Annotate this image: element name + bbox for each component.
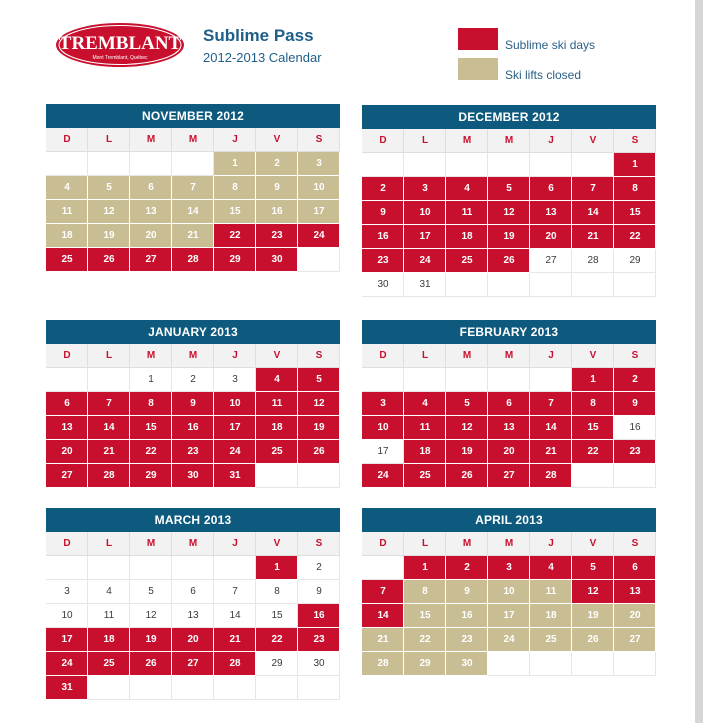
ski-day-cell: 22 <box>214 224 256 248</box>
ski-day-cell: 31 <box>214 464 256 488</box>
weekday-header: M <box>130 532 172 556</box>
ski-day-cell: 10 <box>362 416 404 440</box>
weekday-header: V <box>256 344 298 368</box>
ski-day-cell: 13 <box>488 416 530 440</box>
empty-cell <box>88 556 130 580</box>
ski-day-cell: 5 <box>488 177 530 201</box>
closed-day-cell: 9 <box>256 176 298 200</box>
closed-day-cell: 22 <box>404 628 446 652</box>
weekday-header: D <box>362 532 404 556</box>
month-grid <box>46 128 340 272</box>
empty-cell <box>488 153 530 177</box>
empty-cell <box>298 676 340 700</box>
ski-day-cell: 5 <box>298 368 340 392</box>
closed-day-cell: 28 <box>362 652 404 676</box>
closed-day-cell: 10 <box>488 580 530 604</box>
empty-cell <box>298 464 340 488</box>
closed-day-cell: 30 <box>446 652 488 676</box>
ski-day-cell: 11 <box>404 416 446 440</box>
ski-day-cell: 17 <box>404 225 446 249</box>
month-header: JANUARY 2013 <box>46 320 340 344</box>
weekday-header: M <box>488 129 530 153</box>
ski-day-cell: 9 <box>172 392 214 416</box>
ski-day-cell: 12 <box>488 201 530 225</box>
weekday-header: S <box>298 128 340 152</box>
empty-cell <box>88 368 130 392</box>
ski-day-cell: 23 <box>362 249 404 273</box>
day-cell: 30 <box>362 273 404 297</box>
empty-cell <box>530 153 572 177</box>
ski-day-cell: 4 <box>530 556 572 580</box>
empty-cell <box>46 368 88 392</box>
empty-cell <box>172 556 214 580</box>
ski-day-cell: 26 <box>88 248 130 272</box>
weekday-header: J <box>214 532 256 556</box>
closed-day-cell: 6 <box>130 176 172 200</box>
weekday-header: V <box>256 128 298 152</box>
weekday-header: L <box>404 532 446 556</box>
weekday-header: L <box>88 128 130 152</box>
month-header: FEBRUARY 2013 <box>362 320 656 344</box>
closed-day-cell: 2 <box>256 152 298 176</box>
closed-day-cell: 21 <box>172 224 214 248</box>
empty-cell <box>614 652 656 676</box>
weekday-header: M <box>130 128 172 152</box>
month-december <box>362 105 656 297</box>
weekday-header: D <box>46 128 88 152</box>
ski-day-cell: 4 <box>446 177 488 201</box>
weekday-header: M <box>488 344 530 368</box>
ski-day-cell: 24 <box>214 440 256 464</box>
ski-day-cell: 5 <box>572 556 614 580</box>
ski-day-cell: 25 <box>256 440 298 464</box>
weekday-header: J <box>530 532 572 556</box>
empty-cell <box>362 368 404 392</box>
ski-day-cell: 29 <box>214 248 256 272</box>
month-grid <box>46 344 340 488</box>
closed-day-cell: 19 <box>572 604 614 628</box>
day-cell: 3 <box>46 580 88 604</box>
ski-day-cell: 6 <box>530 177 572 201</box>
empty-cell <box>404 368 446 392</box>
closed-day-cell: 7 <box>172 176 214 200</box>
weekday-header: M <box>488 532 530 556</box>
day-cell: 15 <box>256 604 298 628</box>
empty-cell <box>172 152 214 176</box>
closed-day-cell: 1 <box>214 152 256 176</box>
ski-day-cell: 24 <box>298 224 340 248</box>
weekday-header: V <box>572 129 614 153</box>
ski-day-cell: 14 <box>88 416 130 440</box>
ski-day-cell: 30 <box>256 248 298 272</box>
ski-day-cell: 18 <box>446 225 488 249</box>
closed-day-cell: 9 <box>446 580 488 604</box>
ski-day-cell: 24 <box>362 464 404 488</box>
day-cell: 1 <box>130 368 172 392</box>
closed-day-cell: 20 <box>130 224 172 248</box>
weekday-header: D <box>46 532 88 556</box>
month-header: MARCH 2013 <box>46 508 340 532</box>
closed-day-cell: 20 <box>614 604 656 628</box>
month-grid <box>362 532 656 676</box>
empty-cell <box>256 464 298 488</box>
ski-day-cell: 30 <box>172 464 214 488</box>
empty-cell <box>614 464 656 488</box>
closed-day-cell: 21 <box>362 628 404 652</box>
legend-label-ski: Sublime ski days <box>505 38 596 52</box>
ski-day-cell: 21 <box>572 225 614 249</box>
ski-day-cell: 3 <box>488 556 530 580</box>
closed-day-cell: 23 <box>446 628 488 652</box>
ski-day-cell: 8 <box>614 177 656 201</box>
closed-day-cell: 4 <box>46 176 88 200</box>
ski-day-cell: 19 <box>130 628 172 652</box>
closed-day-cell: 19 <box>88 224 130 248</box>
ski-day-cell: 13 <box>530 201 572 225</box>
ski-day-cell: 10 <box>404 201 446 225</box>
ski-day-cell: 6 <box>488 392 530 416</box>
ski-day-cell: 26 <box>488 249 530 273</box>
day-cell: 2 <box>172 368 214 392</box>
month-november <box>46 104 340 272</box>
ski-day-cell: 15 <box>572 416 614 440</box>
ski-day-cell: 23 <box>256 224 298 248</box>
ski-day-cell: 1 <box>614 153 656 177</box>
ski-day-cell: 6 <box>46 392 88 416</box>
ski-day-cell: 25 <box>404 464 446 488</box>
weekday-header: D <box>362 129 404 153</box>
closed-day-cell: 8 <box>214 176 256 200</box>
ski-day-cell: 2 <box>446 556 488 580</box>
ski-day-cell: 2 <box>614 368 656 392</box>
closed-day-cell: 16 <box>446 604 488 628</box>
ski-day-cell: 28 <box>88 464 130 488</box>
month-header: DECEMBER 2012 <box>362 105 656 129</box>
closed-day-cell: 16 <box>256 200 298 224</box>
weekday-header: M <box>172 344 214 368</box>
ski-day-cell: 8 <box>130 392 172 416</box>
closed-day-cell: 15 <box>404 604 446 628</box>
day-cell: 17 <box>362 440 404 464</box>
ski-day-cell: 21 <box>88 440 130 464</box>
day-cell: 27 <box>530 249 572 273</box>
weekday-header: D <box>46 344 88 368</box>
empty-cell <box>214 676 256 700</box>
empty-cell <box>130 152 172 176</box>
ski-day-cell: 24 <box>404 249 446 273</box>
month-february <box>362 320 656 488</box>
closed-day-cell: 27 <box>614 628 656 652</box>
empty-cell <box>572 652 614 676</box>
month-grid <box>362 344 656 488</box>
empty-cell <box>88 676 130 700</box>
ski-day-cell: 22 <box>614 225 656 249</box>
closed-day-cell: 5 <box>88 176 130 200</box>
day-cell: 10 <box>46 604 88 628</box>
weekday-header: S <box>614 344 656 368</box>
ski-day-cell: 1 <box>572 368 614 392</box>
ski-day-cell: 18 <box>256 416 298 440</box>
ski-day-cell: 29 <box>130 464 172 488</box>
ski-day-cell: 26 <box>298 440 340 464</box>
ski-day-cell: 14 <box>362 604 404 628</box>
ski-day-cell: 8 <box>572 392 614 416</box>
empty-cell <box>530 273 572 297</box>
ski-day-cell: 21 <box>530 440 572 464</box>
weekday-header: S <box>614 129 656 153</box>
day-cell: 13 <box>172 604 214 628</box>
ski-day-cell: 27 <box>488 464 530 488</box>
empty-cell <box>130 556 172 580</box>
month-january <box>46 320 340 488</box>
ski-day-cell: 22 <box>572 440 614 464</box>
day-cell: 11 <box>88 604 130 628</box>
ski-day-cell: 27 <box>172 652 214 676</box>
ski-day-cell: 15 <box>130 416 172 440</box>
ski-day-cell: 19 <box>298 416 340 440</box>
day-cell: 6 <box>172 580 214 604</box>
empty-cell <box>404 153 446 177</box>
ski-day-cell: 4 <box>256 368 298 392</box>
weekday-header: S <box>298 532 340 556</box>
ski-day-cell: 20 <box>530 225 572 249</box>
ski-day-cell: 25 <box>446 249 488 273</box>
tremblant-logo <box>55 22 185 68</box>
day-cell: 4 <box>88 580 130 604</box>
empty-cell <box>488 273 530 297</box>
day-cell: 29 <box>256 652 298 676</box>
ski-day-cell: 12 <box>446 416 488 440</box>
closed-day-cell: 18 <box>46 224 88 248</box>
legend-swatch-ski <box>458 28 498 50</box>
weekday-header: L <box>404 129 446 153</box>
weekday-header: V <box>572 532 614 556</box>
weekday-header: M <box>446 344 488 368</box>
ski-day-cell: 11 <box>446 201 488 225</box>
weekday-header: S <box>614 532 656 556</box>
weekday-header: D <box>362 344 404 368</box>
ski-day-cell: 13 <box>614 580 656 604</box>
day-cell: 7 <box>214 580 256 604</box>
weekday-header: V <box>256 532 298 556</box>
ski-day-cell: 18 <box>404 440 446 464</box>
empty-cell <box>488 368 530 392</box>
closed-day-cell: 29 <box>404 652 446 676</box>
ski-day-cell: 11 <box>256 392 298 416</box>
ski-day-cell: 26 <box>130 652 172 676</box>
ski-day-cell: 12 <box>298 392 340 416</box>
day-cell: 29 <box>614 249 656 273</box>
closed-day-cell: 25 <box>530 628 572 652</box>
weekday-header: J <box>214 128 256 152</box>
ski-day-cell: 3 <box>404 177 446 201</box>
day-cell: 16 <box>614 416 656 440</box>
ski-day-cell: 17 <box>46 628 88 652</box>
ski-day-cell: 20 <box>488 440 530 464</box>
ski-day-cell: 6 <box>614 556 656 580</box>
ski-day-cell: 12 <box>572 580 614 604</box>
closed-day-cell: 26 <box>572 628 614 652</box>
closed-day-cell: 3 <box>298 152 340 176</box>
weekday-header: M <box>172 532 214 556</box>
ski-day-cell: 3 <box>362 392 404 416</box>
empty-cell <box>130 676 172 700</box>
day-cell: 12 <box>130 604 172 628</box>
logo-text: TREMBLANT <box>58 33 182 54</box>
closed-day-cell: 12 <box>88 200 130 224</box>
ski-day-cell: 27 <box>130 248 172 272</box>
ski-day-cell: 20 <box>172 628 214 652</box>
closed-day-cell: 17 <box>488 604 530 628</box>
ski-day-cell: 15 <box>614 201 656 225</box>
ski-day-cell: 16 <box>298 604 340 628</box>
empty-cell <box>46 152 88 176</box>
weekday-header: V <box>572 344 614 368</box>
empty-cell <box>446 273 488 297</box>
ski-day-cell: 9 <box>614 392 656 416</box>
ski-day-cell: 23 <box>298 628 340 652</box>
page-subtitle: 2012-2013 Calendar <box>203 50 322 65</box>
day-cell: 5 <box>130 580 172 604</box>
ski-day-cell: 28 <box>530 464 572 488</box>
page-border <box>695 0 703 723</box>
empty-cell <box>572 153 614 177</box>
weekday-header: M <box>130 344 172 368</box>
ski-day-cell: 22 <box>130 440 172 464</box>
closed-day-cell: 8 <box>404 580 446 604</box>
page-title: Sublime Pass <box>203 26 314 45</box>
empty-cell <box>362 556 404 580</box>
ski-day-cell: 2 <box>362 177 404 201</box>
ski-day-cell: 7 <box>530 392 572 416</box>
day-cell: 8 <box>256 580 298 604</box>
ski-day-cell: 18 <box>88 628 130 652</box>
closed-day-cell: 18 <box>530 604 572 628</box>
ski-day-cell: 25 <box>88 652 130 676</box>
closed-day-cell: 14 <box>172 200 214 224</box>
ski-day-cell: 5 <box>446 392 488 416</box>
day-cell: 30 <box>298 652 340 676</box>
ski-day-cell: 16 <box>362 225 404 249</box>
day-cell: 3 <box>214 368 256 392</box>
ski-day-cell: 7 <box>572 177 614 201</box>
ski-day-cell: 28 <box>172 248 214 272</box>
empty-cell <box>88 152 130 176</box>
closed-day-cell: 15 <box>214 200 256 224</box>
empty-cell <box>214 556 256 580</box>
ski-day-cell: 10 <box>214 392 256 416</box>
weekday-header: M <box>172 128 214 152</box>
day-cell: 2 <box>298 556 340 580</box>
closed-day-cell: 11 <box>46 200 88 224</box>
ski-day-cell: 19 <box>488 225 530 249</box>
month-header: APRIL 2013 <box>362 508 656 532</box>
weekday-header: M <box>446 129 488 153</box>
ski-day-cell: 14 <box>572 201 614 225</box>
day-cell: 14 <box>214 604 256 628</box>
ski-day-cell: 4 <box>404 392 446 416</box>
empty-cell <box>256 676 298 700</box>
empty-cell <box>530 368 572 392</box>
day-cell: 31 <box>404 273 446 297</box>
ski-day-cell: 1 <box>256 556 298 580</box>
empty-cell <box>362 153 404 177</box>
ski-day-cell: 7 <box>88 392 130 416</box>
ski-day-cell: 22 <box>256 628 298 652</box>
empty-cell <box>298 248 340 272</box>
weekday-header: L <box>404 344 446 368</box>
ski-day-cell: 24 <box>46 652 88 676</box>
closed-day-cell: 17 <box>298 200 340 224</box>
day-cell: 9 <box>298 580 340 604</box>
month-header: NOVEMBER 2012 <box>46 104 340 128</box>
ski-day-cell: 23 <box>172 440 214 464</box>
ski-day-cell: 13 <box>46 416 88 440</box>
closed-day-cell: 13 <box>130 200 172 224</box>
empty-cell <box>446 153 488 177</box>
ski-day-cell: 25 <box>46 248 88 272</box>
closed-day-cell: 24 <box>488 628 530 652</box>
weekday-header: M <box>446 532 488 556</box>
weekday-header: J <box>214 344 256 368</box>
weekday-header: S <box>298 344 340 368</box>
ski-day-cell: 19 <box>446 440 488 464</box>
empty-cell <box>488 652 530 676</box>
ski-day-cell: 27 <box>46 464 88 488</box>
ski-day-cell: 9 <box>362 201 404 225</box>
legend-label-closed: Ski lifts closed <box>505 68 582 82</box>
ski-day-cell: 28 <box>214 652 256 676</box>
day-cell: 28 <box>572 249 614 273</box>
empty-cell <box>446 368 488 392</box>
empty-cell <box>172 676 214 700</box>
month-april <box>362 508 656 676</box>
ski-day-cell: 7 <box>362 580 404 604</box>
ski-day-cell: 14 <box>530 416 572 440</box>
month-march <box>46 508 340 700</box>
weekday-header: J <box>530 344 572 368</box>
weekday-header: L <box>88 532 130 556</box>
ski-day-cell: 17 <box>214 416 256 440</box>
month-grid <box>362 129 656 297</box>
ski-day-cell: 21 <box>214 628 256 652</box>
logo-subtext: Mont Tremblant, Québec <box>92 55 148 61</box>
empty-cell <box>614 273 656 297</box>
weekday-header: J <box>530 129 572 153</box>
ski-day-cell: 1 <box>404 556 446 580</box>
ski-day-cell: 20 <box>46 440 88 464</box>
ski-day-cell: 23 <box>614 440 656 464</box>
ski-day-cell: 26 <box>446 464 488 488</box>
closed-day-cell: 11 <box>530 580 572 604</box>
month-grid <box>46 532 340 700</box>
empty-cell <box>572 464 614 488</box>
ski-day-cell: 16 <box>172 416 214 440</box>
empty-cell <box>530 652 572 676</box>
empty-cell <box>46 556 88 580</box>
weekday-header: L <box>88 344 130 368</box>
ski-day-cell: 31 <box>46 676 88 700</box>
legend-swatch-closed <box>458 58 498 80</box>
empty-cell <box>572 273 614 297</box>
closed-day-cell: 10 <box>298 176 340 200</box>
